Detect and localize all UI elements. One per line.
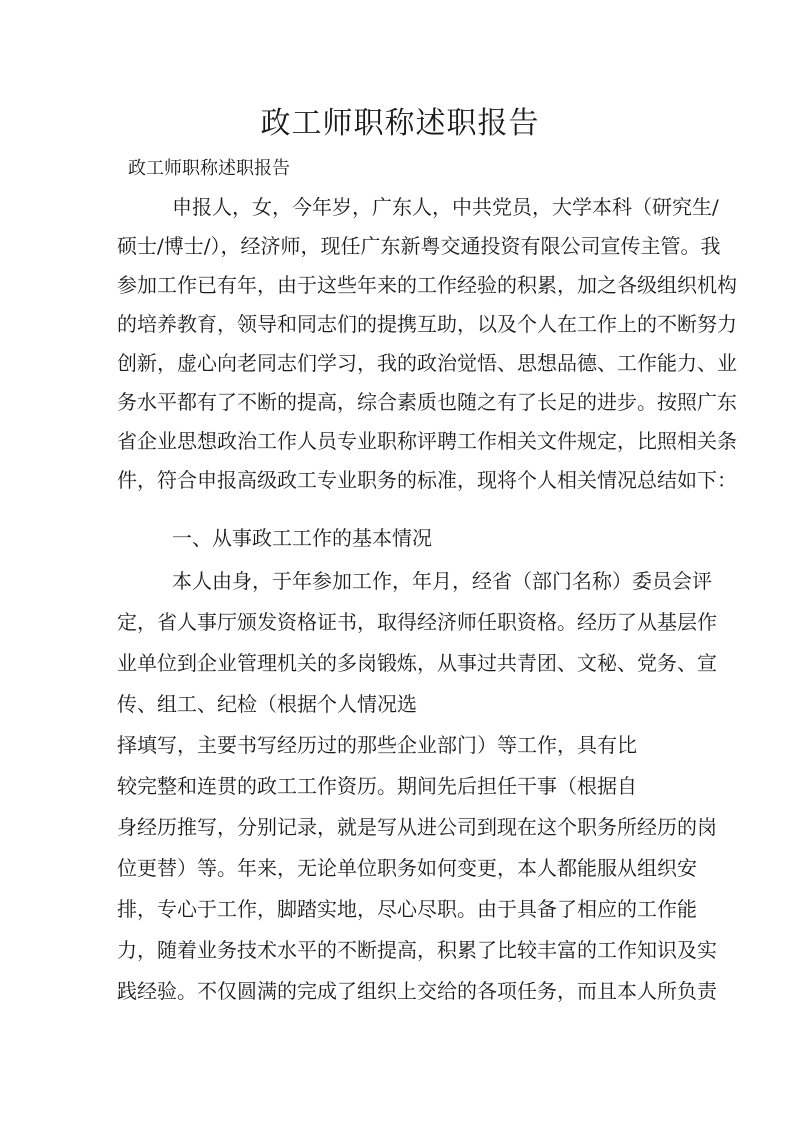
section-heading: 一、从事政工工作的基本情况 (172, 526, 432, 550)
paragraph-line: 本人由身，于年参加工作，年月，经省（部门名称）委员会评 (172, 569, 712, 593)
paragraph-line: 申报人，女，今年岁，广东人，中共党员，大学本科（研究生/ (172, 195, 719, 219)
paragraph-line: 较完整和连贯的政工工作资历。期间先后担任干事（根据自 (117, 774, 637, 798)
paragraph-line: 身经历推写，分别记录，就是写从进公司到现在这个职务所经历的岗 (117, 815, 717, 839)
paragraph-line: 业单位到企业管理机关的多岗锻炼，从事过共青团、文秘、党务、宣 (117, 651, 717, 675)
document-subtitle: 政工师职称述职报告 (128, 158, 290, 179)
paragraph-line: 排，专心于工作，脚踏实地，尽心尽职。由于具备了相应的工作能 (117, 897, 697, 921)
paragraph-line: 件，符合申报高级政工专业职务的标准，现将个人相关情况总结如下： (117, 468, 737, 492)
paragraph-line: 硕士/博士/），经济师，现任广东新粤交通投资有限公司宣传主管。我 (117, 234, 721, 258)
paragraph-line: 创新，虚心向老同志们学习，我的政治觉悟、思想品德、工作能力、业 (117, 351, 737, 375)
paragraph-line: 的培养教育，领导和同志们的提携互助，以及个人在工作上的不断努力 (117, 312, 737, 336)
paragraph-line: 力，随着业务技术水平的不断提高，积累了比较丰富的工作知识及实 (117, 938, 717, 962)
paragraph-line: 务水平都有了不断的提高，综合素质也随之有了长足的进步。按照广东 (117, 390, 737, 414)
paragraph-line: 践经验。不仅圆满的完成了组织上交给的各项任务，而且本人所负责 (117, 979, 717, 1003)
document-title: 政工师职称述职报告 (260, 106, 540, 141)
paragraph-line: 定，省人事厅颁发资格证书，取得经济师任职资格。经历了从基层作 (117, 610, 717, 634)
paragraph-line: 省企业思想政治工作人员专业职称评聘工作相关文件规定，比照相关条 (117, 429, 737, 453)
paragraph-line: 参加工作已有年，由于这些年来的工作经验的积累，加之各级组织机构 (117, 273, 737, 297)
paragraph-line: 择填写，主要书写经历过的那些企业部门）等工作，具有比 (117, 733, 637, 757)
paragraph-line: 位更替）等。年来，无论单位职务如何变更，本人都能服从组织安 (117, 856, 697, 880)
paragraph-line: 传、组工、纪检（根据个人情况选 (117, 692, 417, 716)
